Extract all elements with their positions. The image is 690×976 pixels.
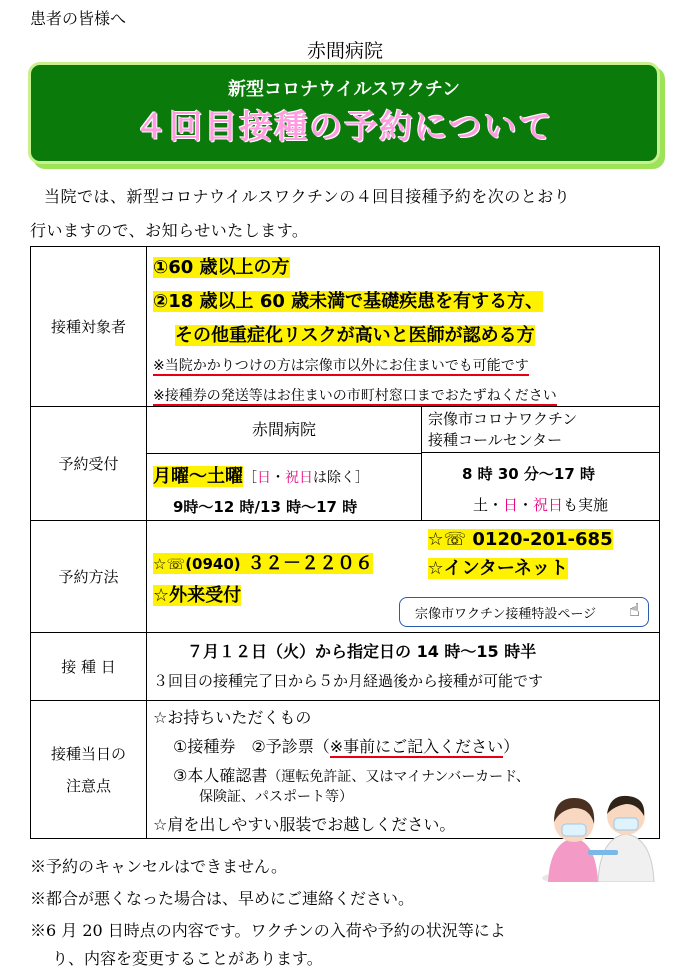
info-table <box>30 246 660 839</box>
reception-label: 予約受付 <box>31 407 147 521</box>
hospital-name: 赤間病院 <box>306 40 383 62</box>
bring-heading: ☆お持ちいただくもの <box>153 708 312 727</box>
center-phone[interactable]: ☆☏ 0120-201-685 <box>427 529 613 550</box>
method-row <box>31 521 660 633</box>
bracket-open: ［ <box>243 470 257 486</box>
hospital-walkin: ☆外来受付 <box>153 585 242 606</box>
reception-center-hours: 8 時 30 分～17 時 <box>461 465 596 483</box>
notes-label-1: 接種当日の <box>50 744 126 763</box>
method-center-cell <box>415 521 660 633</box>
nurse-mask <box>562 824 586 836</box>
dot: ・ <box>271 470 285 486</box>
eligible-item-1: ①60 歳以上の方 <box>153 257 290 278</box>
title-banner <box>28 62 660 164</box>
syringe <box>588 850 618 855</box>
reception-center-heading-1: 宗像市コロナワクチン <box>428 410 578 428</box>
center-internet: ☆インターネット <box>427 558 569 579</box>
doctor-coat <box>598 834 654 882</box>
bracket-close: は除く］ <box>313 470 369 486</box>
reception-hospital-hours: 9時～12 時/13 時～17 時 <box>173 498 358 516</box>
reception-center-cell <box>422 407 660 521</box>
nurses-illustration <box>540 786 660 882</box>
eligible-cell <box>147 247 660 407</box>
date-label: 接 種 日 <box>31 633 147 701</box>
hospital-phone[interactable]: ☆☏(0940) ３２－２２０６ <box>153 553 373 574</box>
reception-hospital-heading: 赤間病院 <box>147 407 421 454</box>
date-sub: ３回目の接種完了日から５か月経過後から接種が可能です <box>153 672 544 690</box>
vaccine-special-page-button[interactable] <box>399 597 649 627</box>
reception-center-days: 土・日・祝日も実施 <box>472 496 609 514</box>
date-cell <box>147 633 660 701</box>
notes-label <box>31 701 147 839</box>
eligible-label: 接種対象者 <box>31 247 147 407</box>
reception-hospital-days: 月曜～土曜 <box>153 466 243 487</box>
method-hospital-cell <box>147 521 422 633</box>
footer-note-2: ※都合が悪くなった場合は、早めにご連絡ください。 <box>30 889 415 908</box>
date-main: ７月１２日（火）から指定日の 14 時～15 時半 <box>187 642 537 661</box>
intro-line-2: 行いますので、お知らせいたします。 <box>30 221 309 240</box>
greeting: 患者の皆様へ <box>30 9 127 28</box>
web-button-label: 宗像市ワクチン接種特設ページ <box>415 607 597 622</box>
holiday-text: 祝日 <box>285 470 313 486</box>
doctor-mask <box>614 818 638 830</box>
bring-items: ①接種券 ②予診票（※事前にご記入ください） <box>173 737 520 756</box>
eligible-note-1: ※当院かかりつけの方は宗像市以外にお住まいでも可能です <box>153 358 529 374</box>
eligible-note-2: ※接種券の発送等はお住まいの市町村窓口までおたずねください <box>153 388 557 404</box>
nurse-body <box>548 838 598 882</box>
sunday-text: 日 <box>257 470 271 486</box>
footer-note-3a: ※6 月 20 日時点の内容です。ワクチンの入荷や予約の状況等によ <box>30 921 506 940</box>
banner-subtitle: 新型コロナウイルスワクチン <box>227 79 461 100</box>
reception-hospital-cell <box>147 407 422 521</box>
reception-center-heading-2: 接種コールセンター <box>428 431 563 449</box>
id-documents: ③本人確認書（運転免許証、又はマイナンバーカード、 <box>173 766 530 785</box>
eligible-row <box>31 247 660 407</box>
intro-line-1: 当院では、新型コロナウイルスワクチンの４回目接種予約を次のとおり <box>44 187 571 206</box>
id-documents-detail: 保険証、パスポート等） <box>199 789 353 805</box>
eligible-item-2a: ②18 歳以上 60 歳未満で基礎疾患を有する方、 <box>153 291 544 312</box>
reception-row <box>31 407 660 521</box>
clothing-note: ☆肩を出しやすい服装でお越しください。 <box>153 815 456 834</box>
notes-label-2: 注意点 <box>65 776 111 795</box>
eligible-item-2b: その他重症化リスクが高いと医師が認める方 <box>175 325 535 346</box>
method-label: 予約方法 <box>31 521 147 633</box>
footer-note-3b: り、内容を変更することがあります。 <box>52 949 323 968</box>
reception-hospital-days-line <box>153 462 421 488</box>
date-row <box>31 633 660 701</box>
footer-note-1: ※予約のキャンセルはできません。 <box>30 857 287 876</box>
pointing-hand-icon: ☝ <box>629 600 640 621</box>
fill-in-advance-note: ※事前にご記入ください <box>329 737 504 756</box>
banner-title: ４回目接種の予約について <box>134 107 554 146</box>
